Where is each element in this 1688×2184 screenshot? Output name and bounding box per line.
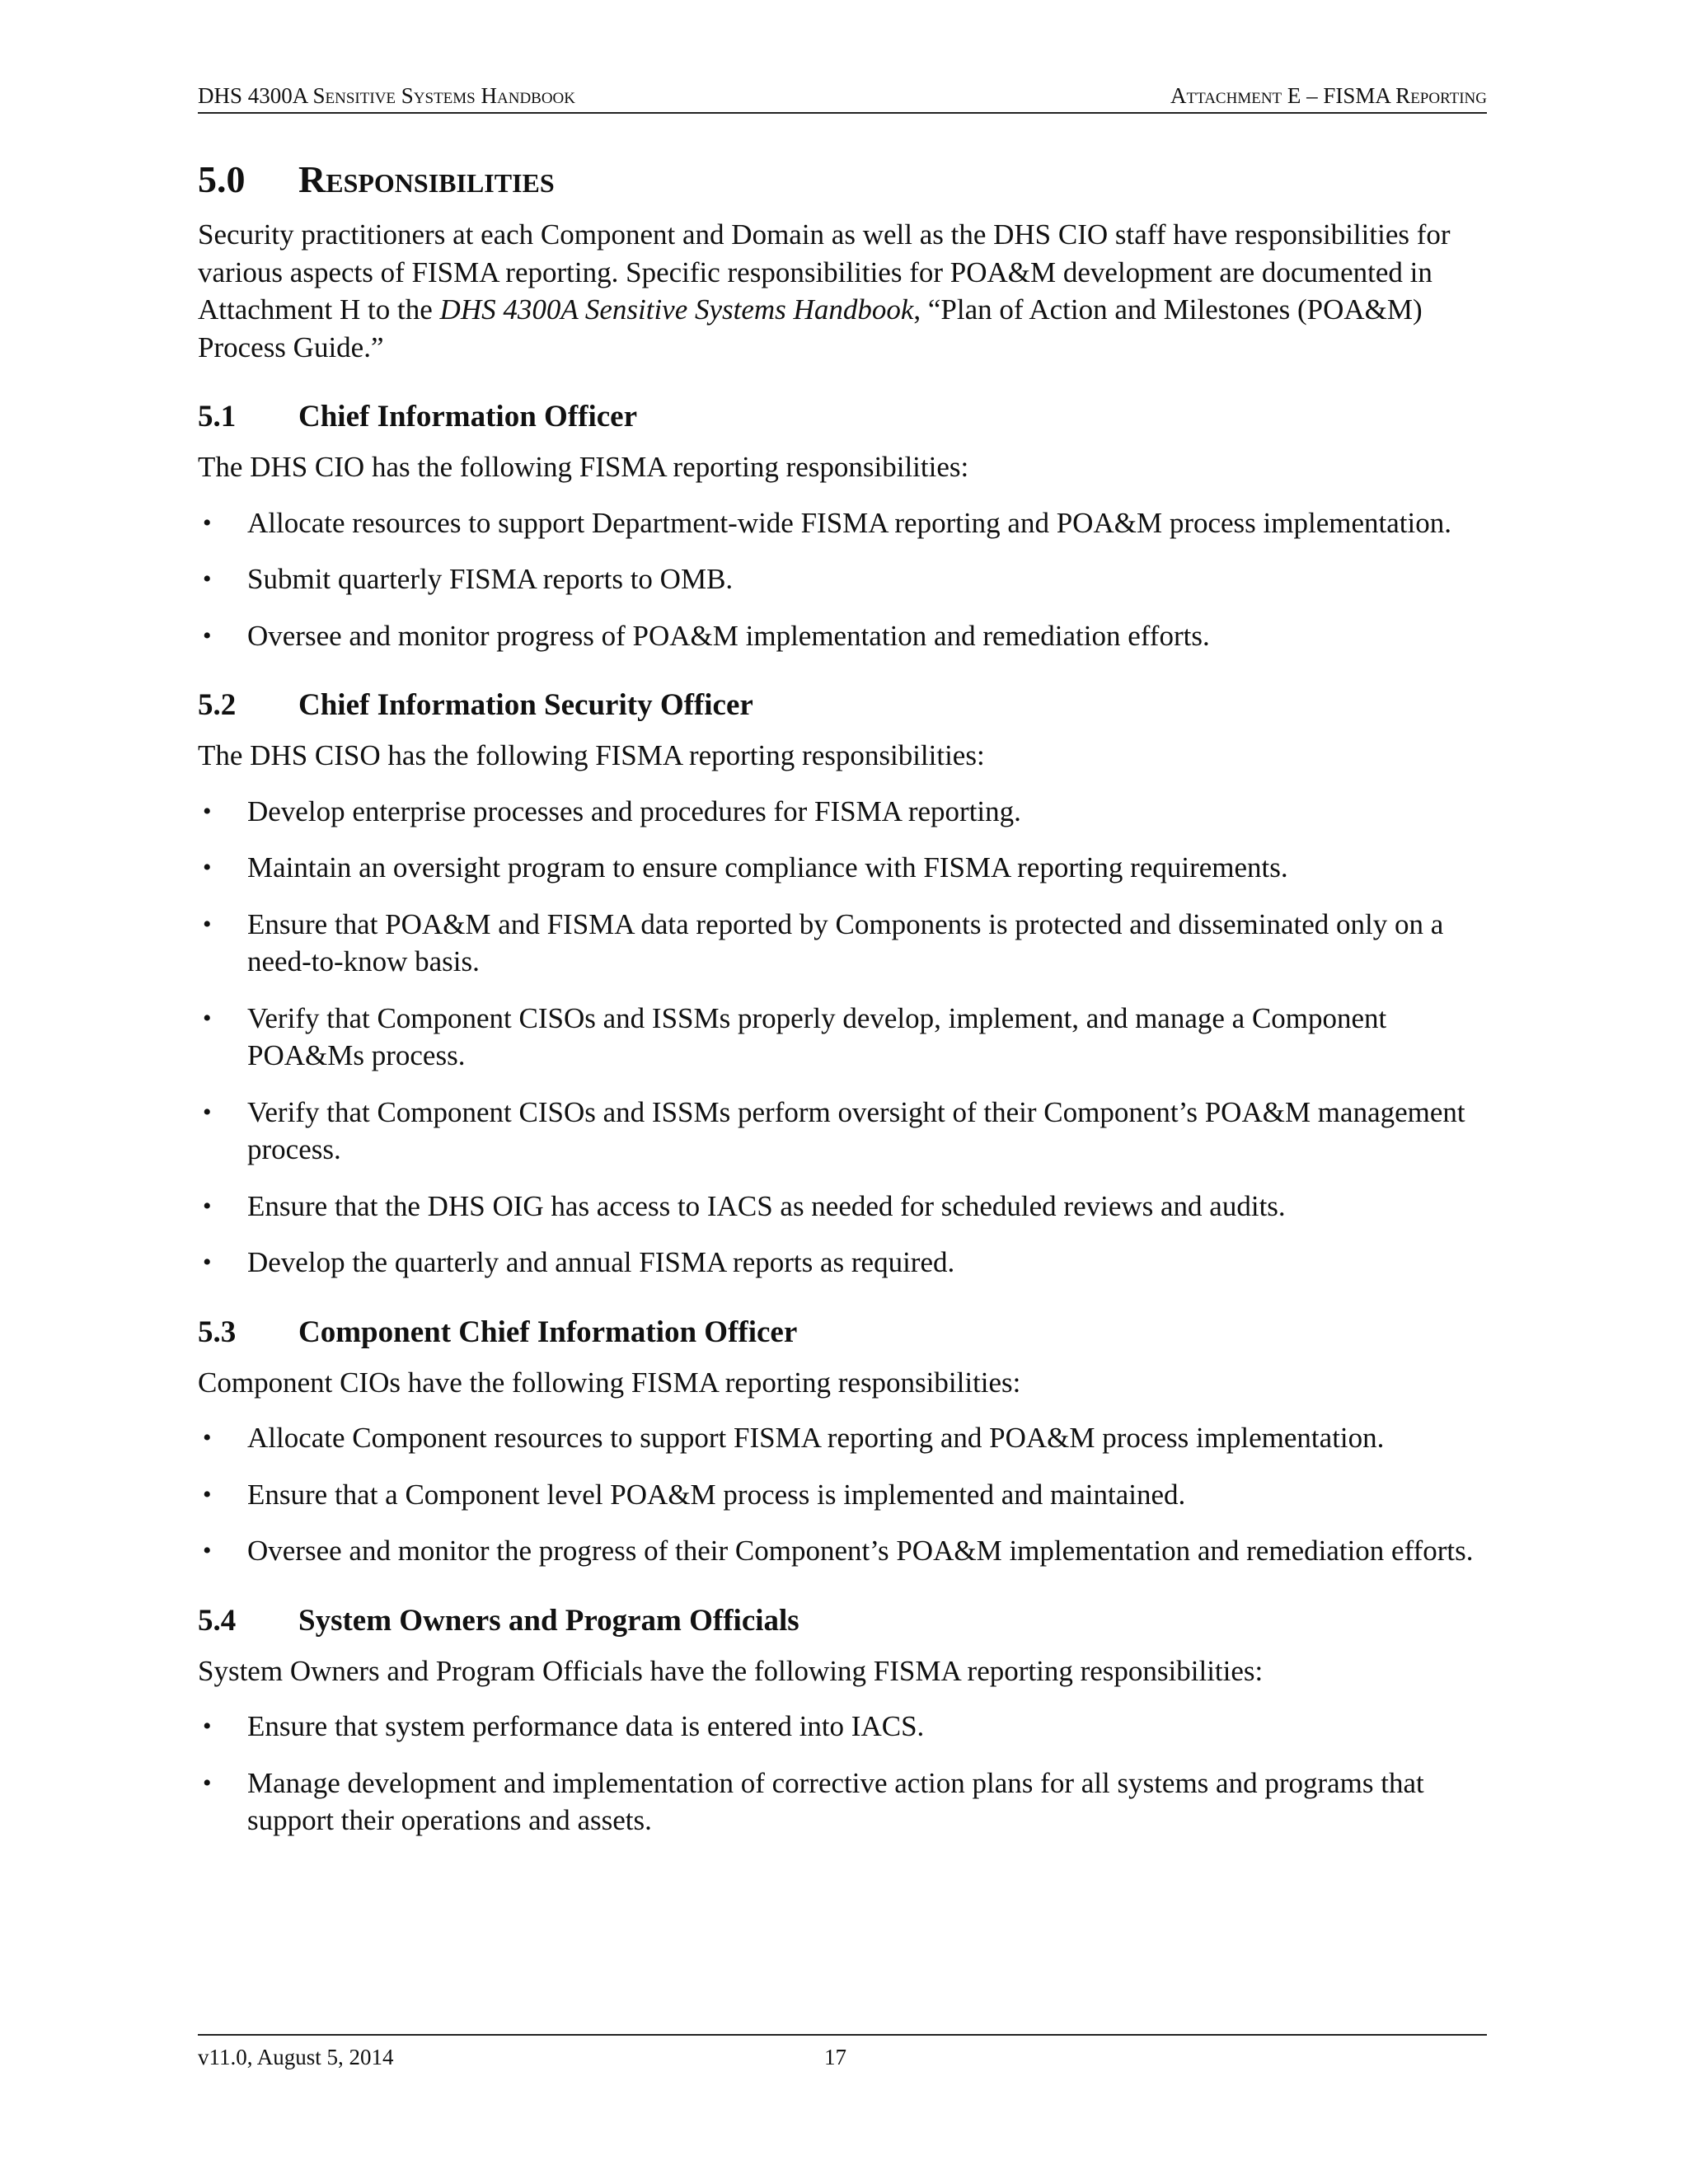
subsection-title: System Owners and Program Officials: [298, 1603, 799, 1638]
subsection-number: 5.4: [198, 1603, 237, 1638]
subsection-heading: [198, 1601, 1487, 1641]
subsection-lead: The DHS CISO has the following FISMA reporting responsibilities:: [198, 739, 985, 771]
list-item: [198, 1708, 1487, 1746]
list-item-text: Ensure that system performance data is entered into IACS.: [247, 1710, 925, 1742]
paragraph-spacer: [198, 1690, 1487, 1708]
subsection-heading: [198, 397, 1487, 437]
subsection-number: 5.3: [198, 1315, 237, 1349]
list-item: [198, 617, 1487, 655]
bullet-icon: •: [203, 1249, 212, 1276]
responsibility-list: [198, 1708, 1487, 1840]
bullet-icon: •: [203, 509, 212, 537]
subsection-lead: The DHS CIO has the following FISMA reporting responsibilities:: [198, 451, 969, 483]
list-item: [198, 1419, 1487, 1457]
bullet-icon: •: [203, 854, 212, 881]
list-item: [198, 849, 1487, 887]
subsection-lead: System Owners and Program Officials have the following FISMA reporting responsibilities:: [198, 1654, 1264, 1687]
responsibility-list: [198, 793, 1487, 1282]
list-item: [198, 793, 1487, 831]
subsection-number: 5.2: [198, 688, 237, 722]
footer-page-number: 17: [824, 2045, 846, 2069]
list-item-text: Manage development and implementation of corrective action plans for all systems and programs that support their operations and assets.: [247, 1766, 1424, 1836]
bullet-icon: •: [203, 910, 212, 938]
section-spacer: [198, 366, 1487, 397]
section-title: Responsibilities: [298, 158, 555, 200]
list-item-text: Verify that Component CISOs and ISSMs perform oversight of their Component’s POA&M management process.: [247, 1095, 1465, 1165]
list-item: [198, 1765, 1487, 1840]
header-attachment-title: Attachment E – FISMA Reporting: [1170, 83, 1487, 108]
subsection-heading: [198, 686, 1487, 725]
bullet-icon: •: [203, 1480, 212, 1508]
subsection-number: 5.1: [198, 400, 237, 434]
responsibility-list: [198, 504, 1487, 655]
bullet-icon: •: [203, 1192, 212, 1220]
paragraph-spacer: [198, 775, 1487, 793]
subsection-lead: Component CIOs have the following FISMA reporting responsibilities:: [198, 1366, 1021, 1399]
list-item: [198, 906, 1487, 981]
subsection: [198, 1313, 1487, 1570]
list-item-text: Allocate resources to support Department-wide FISMA reporting and POA&M process implementation.: [247, 506, 1451, 539]
list-item: [198, 1094, 1487, 1169]
responsibility-list: [198, 1419, 1487, 1570]
bullet-icon: •: [203, 1098, 212, 1126]
paragraph-spacer: [198, 486, 1487, 504]
list-item-text: Maintain an oversight program to ensure compliance with FISMA reporting requirements.: [247, 851, 1288, 883]
list-item: [198, 560, 1487, 598]
list-item-text: Ensure that the DHS OIG has access to IACS as needed for scheduled reviews and audits.: [247, 1189, 1286, 1222]
bullet-icon: •: [203, 1424, 212, 1451]
subsection-title: Component Chief Information Officer: [298, 1315, 798, 1349]
section-spacer: [198, 1282, 1487, 1313]
list-item-text: Submit quarterly FISMA reports to OMB.: [247, 563, 734, 595]
list-item: [198, 1476, 1487, 1514]
list-item: [198, 1532, 1487, 1570]
section-spacer: [198, 654, 1487, 686]
list-item-text: Ensure that POA&M and FISMA data reported by Components is protected and disseminated only on a need-to-know basis.: [247, 907, 1444, 977]
list-item: [198, 1188, 1487, 1226]
subsection-title: Chief Information Security Officer: [298, 688, 753, 722]
list-item-text: Develop the quarterly and annual FISMA reports as required.: [247, 1246, 955, 1278]
section-spacer: [198, 1570, 1487, 1601]
subsection: [198, 1601, 1487, 1840]
subsection-title: Chief Information Officer: [298, 400, 638, 434]
list-item-text: Oversee and monitor progress of POA&M implementation and remediation efforts.: [247, 619, 1210, 652]
section-intro: [198, 216, 1487, 366]
document-page: [198, 0, 1487, 2184]
section-number: 5.0: [198, 158, 246, 200]
page-content: [198, 157, 1487, 1840]
page-footer: [198, 2034, 1487, 2069]
header-document-title: DHS 4300A Sensitive Systems Handbook: [198, 83, 575, 108]
running-header: [198, 79, 1487, 114]
intro-handbook-title: DHS 4300A Sensitive Systems Handbook: [439, 293, 914, 326]
list-item-text: Ensure that a Component level POA&M process is implemented and maintained.: [247, 1478, 1186, 1511]
list-item-text: Verify that Component CISOs and ISSMs properly develop, implement, and manage a Component POA&Ms process.: [247, 1001, 1387, 1071]
list-item-text: Allocate Component resources to support FISMA reporting and POA&M process implementation.: [247, 1422, 1385, 1454]
subsections-container: [198, 366, 1487, 1840]
subsection: [198, 397, 1487, 654]
subsection: [198, 686, 1487, 1282]
list-item: [198, 1000, 1487, 1075]
bullet-icon: •: [203, 1769, 212, 1797]
bullet-icon: •: [203, 1713, 212, 1740]
list-item: [198, 504, 1487, 542]
section-heading: [198, 157, 1487, 203]
intro-text-2: , “Plan of Action and Milestones (POA&M) Process Guide.”: [198, 293, 1423, 363]
paragraph-spacer: [198, 1401, 1487, 1419]
bullet-icon: •: [203, 621, 212, 649]
bullet-icon: •: [203, 1004, 212, 1032]
list-item-text: Develop enterprise processes and procedures for FISMA reporting.: [247, 794, 1021, 827]
footer-version: v11.0, August 5, 2014: [198, 2045, 394, 2069]
bullet-icon: •: [203, 1537, 212, 1564]
intro-text-1: Security practitioners at each Component and Domain as well as the DHS CIO staff have responsibilities for various aspects of FISMA reporting. Specific responsibilities for POA&M development are documented in Attachment H to the: [198, 218, 1451, 326]
bullet-icon: •: [203, 797, 212, 825]
list-item-text: Oversee and monitor the progress of their Component’s POA&M implementation and remediation efforts.: [247, 1535, 1474, 1567]
bullet-icon: •: [203, 565, 212, 593]
list-item: [198, 1244, 1487, 1282]
subsection-heading: [198, 1313, 1487, 1352]
